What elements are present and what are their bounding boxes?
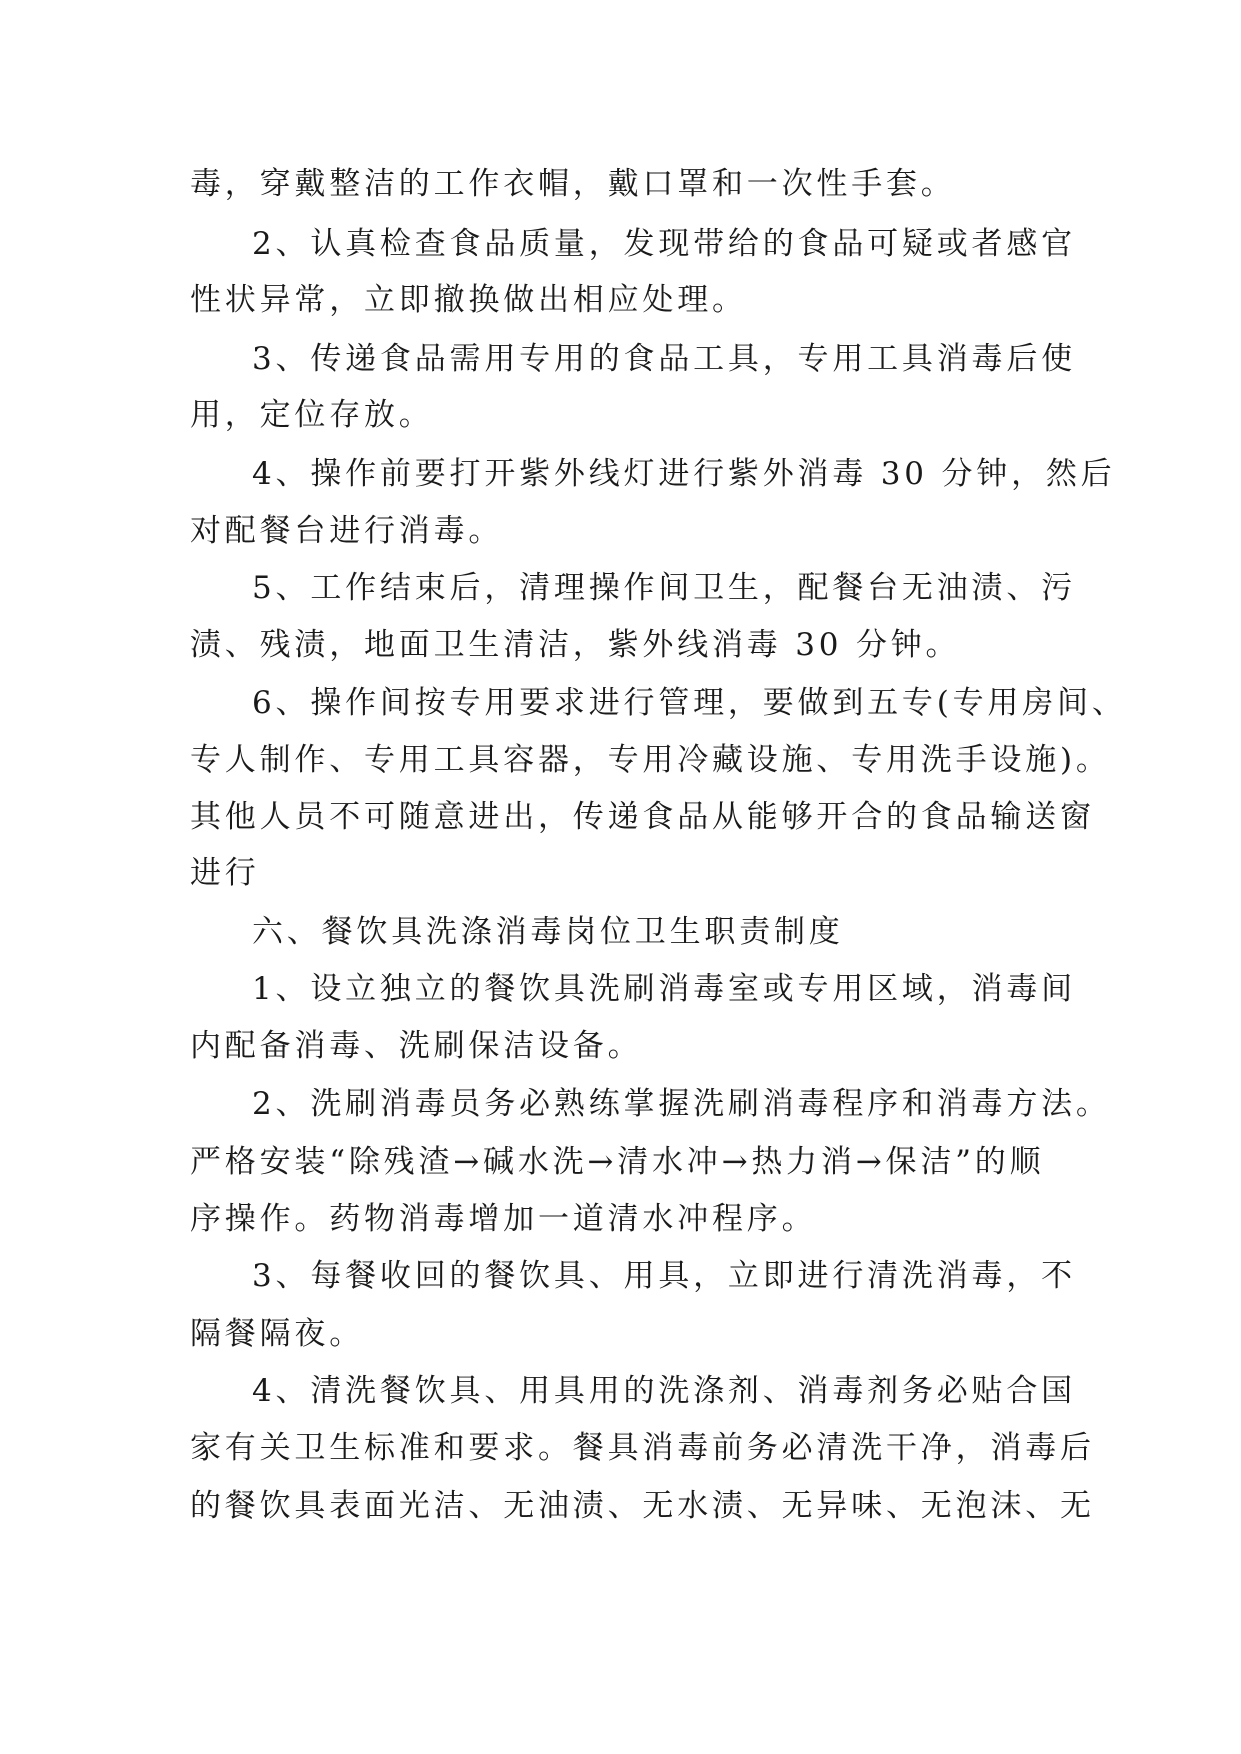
text-line: 严格安装“除残渣→碱水洗→清水冲→热力消→保洁”的顺 <box>190 1144 1045 1180</box>
text-line: 内配备消毒、洗刷保洁设备。 <box>190 1028 643 1064</box>
text-line: 毒，穿戴整洁的工作衣帽，戴口罩和一次性手套。 <box>190 166 956 202</box>
text-line: 6、操作间按专用要求进行管理，要做到五专(专用房间、 <box>252 685 1127 721</box>
text-line: 5、工作结束后，清理操作间卫生，配餐台无油渍、污 <box>252 570 1076 606</box>
text-line: 2、认真检查食品质量，发现带给的食品可疑或者感官 <box>252 226 1076 262</box>
text-line: 用，定位存放。 <box>190 397 434 433</box>
text-line: 进行 <box>190 855 260 891</box>
text-line: 专人制作、专用工具容器，专用冷藏设施、专用洗手设施)。 <box>190 742 1111 778</box>
text-line: 4、清洗餐饮具、用具用的洗涤剂、消毒剂务必贴合国 <box>252 1373 1076 1409</box>
text-line: 3、传递食品需用专用的食品工具，专用工具消毒后使 <box>252 341 1076 377</box>
text-line: 4、操作前要打开紫外线灯进行紫外消毒 30 分钟，然后 <box>252 456 1116 492</box>
text-line: 家有关卫生标准和要求。餐具消毒前务必清洗干净，消毒后 <box>190 1430 1095 1466</box>
text-line: 性状异常，立即撤换做出相应处理。 <box>190 282 747 318</box>
text-line: 对配餐台进行消毒。 <box>190 513 504 549</box>
text-line: 2、洗刷消毒员务必熟练掌握洗刷消毒程序和消毒方法。 <box>252 1086 1111 1122</box>
text-line: 序操作。药物消毒增加一道清水冲程序。 <box>190 1201 817 1237</box>
text-line: 其他人员不可随意进出，传递食品从能够开合的食品输送窗 <box>190 799 1095 835</box>
text-line: 3、每餐收回的餐饮具、用具，立即进行清洗消毒，不 <box>252 1258 1076 1294</box>
text-line: 的餐饮具表面光洁、无油渍、无水渍、无异味、无泡沫、无 <box>190 1488 1095 1524</box>
text-line: 渍、残渍，地面卫生清洁，紫外线消毒 30 分钟。 <box>190 627 961 663</box>
text-line: 1、设立独立的餐饮具洗刷消毒室或专用区域，消毒间 <box>252 971 1076 1007</box>
section-heading: 六、餐饮具洗涤消毒岗位卫生职责制度 <box>252 914 844 950</box>
text-line: 隔餐隔夜。 <box>190 1316 364 1352</box>
